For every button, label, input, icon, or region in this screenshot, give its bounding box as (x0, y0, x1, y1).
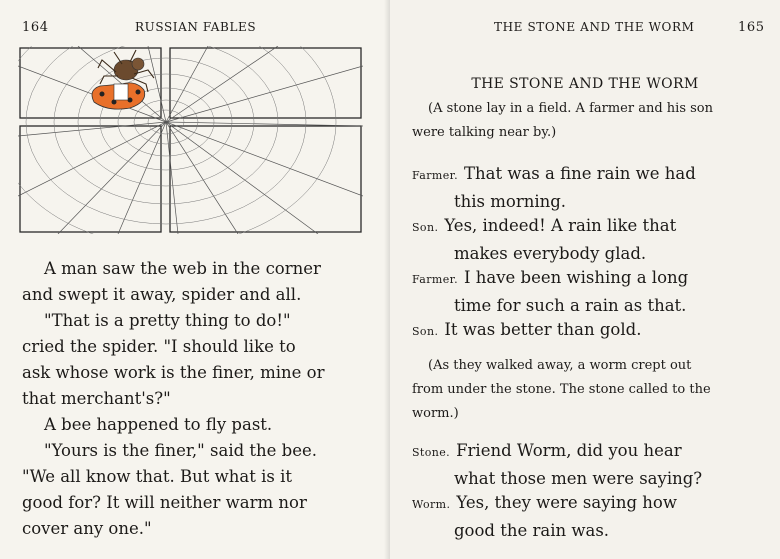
stage-direction-1 (412, 97, 713, 145)
dialogue-line (412, 213, 762, 267)
speaker-name: Son. (412, 221, 439, 234)
speaker-name: Farmer. (412, 273, 458, 286)
paragraph-line: cover any one." (22, 519, 152, 538)
paragraph: A man saw the web in the corner (44, 259, 321, 278)
paragraph: A bee happened to fly past. (44, 415, 273, 434)
speech-text: makes everybody glad. (454, 244, 647, 263)
paragraph-line: "We all know that. But what is it (22, 467, 292, 486)
stage-line: from under the stone. The stone called to the (412, 382, 711, 397)
spider-web-illustration (18, 46, 363, 234)
running-head-right: THE STONE AND THE WORM (494, 20, 695, 34)
running-head-left: RUSSIAN FABLES (135, 20, 257, 34)
stage-line: (A stone lay in a field. A farmer and his son (428, 101, 713, 116)
speaker-name: Son. (412, 325, 439, 338)
speech-text: Yes, they were saying how (456, 493, 677, 512)
speaker-name: Stone. (412, 446, 451, 459)
paragraph-line: good for? It will neither warm nor (22, 493, 307, 512)
speaker-name: Worm. (412, 498, 451, 511)
left-body-text (22, 256, 367, 542)
speech-text: what those men were saying? (454, 469, 703, 488)
speech-text: It was better than gold. (444, 320, 642, 339)
right-page (390, 0, 780, 559)
paragraph-line: cried the spider. "I should like to (22, 337, 296, 356)
speech-text: Yes, indeed! A rain like that (444, 216, 677, 235)
stage-line: were talking near by.) (412, 125, 557, 140)
paragraph-line: and swept it away, spider and all. (22, 285, 302, 304)
dialogue-line (412, 438, 762, 492)
dialogue-line (412, 317, 762, 345)
dialogue-line (412, 265, 762, 319)
paragraph-line: that merchant's?" (22, 389, 171, 408)
stage-line: worm.) (412, 406, 459, 421)
page-number-right: 165 (738, 20, 765, 35)
paragraph: "That is a pretty thing to do!" (44, 311, 291, 330)
speech-text: time for such a rain as that. (454, 296, 687, 315)
dialogue-line (412, 161, 762, 215)
speech-text: good the rain was. (454, 521, 610, 540)
page-title: THE STONE AND THE WORM (471, 76, 699, 92)
dialogue-line (412, 490, 762, 544)
speech-text: Friend Worm, did you hear (456, 441, 682, 460)
stage-direction-2 (412, 354, 711, 426)
paragraph-line: ask whose work is the finer, mine or (22, 363, 325, 382)
page-number-left: 164 (22, 20, 49, 35)
spider-figure (92, 50, 154, 109)
speech-text: I have been wishing a long (464, 268, 689, 287)
speaker-name: Farmer. (412, 169, 458, 182)
speech-text: That was a fine rain we had (464, 164, 696, 183)
stage-line: (As they walked away, a worm crept out (428, 358, 692, 373)
paragraph: "Yours is the finer," said the bee. (44, 441, 318, 460)
speech-text: this morning. (454, 192, 567, 211)
